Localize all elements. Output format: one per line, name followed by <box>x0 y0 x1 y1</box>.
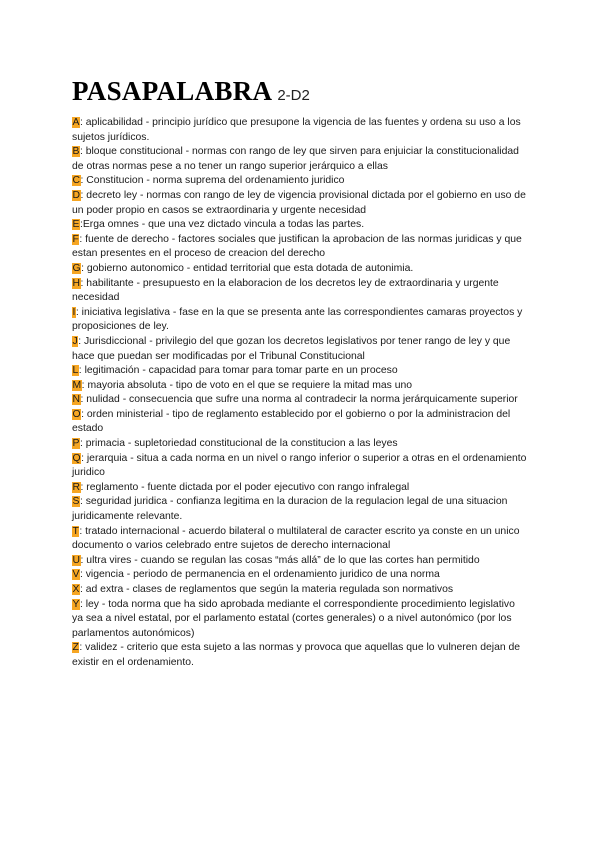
entry-separator: : <box>79 146 86 158</box>
glossary-entry <box>72 233 528 262</box>
entry-definition: Erga omnes - que una vez dictado vincula a todas las partes. <box>82 219 365 231</box>
glossary-entry <box>72 145 528 174</box>
entry-separator: : <box>79 117 86 128</box>
glossary-entry <box>72 364 528 379</box>
letter-highlight: U <box>72 554 81 566</box>
entry-separator: : <box>80 481 87 493</box>
entry-definition: ley - toda norma que ha sido aprobada mediante el correspondiente procedimiento legislativo ya sea a nivel estatal, por el parlamento estatal (cortes generales) o a nivel autonómico (por los parlamentos autonómicos) <box>72 598 515 639</box>
glossary-entry <box>72 452 528 481</box>
entry-separator: : <box>78 335 84 347</box>
entry-definition: decreto ley - normas con rango de ley de vigencia provisional dictada por el gobierno en uso de un poder propio en casos se extraordinaria y urgente necesidad <box>72 189 526 216</box>
entry-definition: seguridad juridica - confianza legitima en la duracion de la regulacion legal de una situacion juridicamente relevante. <box>72 496 508 523</box>
entry-definition: mayoria absoluta - tipo de voto en el que se requiere la mitad mas uno <box>87 379 413 391</box>
glossary-entry <box>72 379 528 394</box>
glossary-entry <box>72 495 528 524</box>
letter-highlight: T <box>72 525 79 537</box>
document-title: PASAPALABRA <box>72 76 273 106</box>
glossary-entry <box>72 598 528 642</box>
entry-separator: : <box>81 452 87 464</box>
entry-definition: fuente de derecho - factores sociales que justifican la aprobacion de las normas juridicas y que estan presentes en el proceso de creacion del derecho <box>72 233 522 260</box>
letter-highlight: I <box>72 306 76 318</box>
letter-highlight: L <box>72 365 79 377</box>
letter-highlight: E <box>72 219 80 231</box>
entry-definition: vigencia - periodo de permanencia en el ordenamiento juridico de una norma <box>85 569 440 581</box>
entry-separator: : <box>81 262 87 274</box>
glossary-entry <box>72 525 528 554</box>
letter-highlight: A <box>72 117 80 128</box>
glossary-entry <box>72 262 528 277</box>
entry-separator: : <box>78 365 85 377</box>
entry-definition: legitimación - capacidad para tomar para tomar parte en un proceso <box>84 365 398 377</box>
glossary-entry <box>72 568 528 583</box>
entry-definition: habilitante - presupuesto en la elaboracion de los decretos ley de extraordinaria y urgente necesidad <box>72 277 499 304</box>
entry-definition: primacia - supletoriedad constitucional de la constitucion a las leyes <box>85 438 398 450</box>
letter-highlight: R <box>72 481 81 493</box>
entry-definition: nulidad - consecuencia que sufre una norma al contradecir la norma jerárquicamente superior <box>86 394 518 406</box>
entry-definition: jerarquia - situa a cada norma en un nivel o rango inferior o superior a otras en el ordenamiento juridico <box>72 452 527 479</box>
letter-highlight: G <box>72 262 81 274</box>
document-body <box>72 74 528 671</box>
letter-highlight: V <box>72 569 80 581</box>
entry-definition: tratado internacional - acuerdo bilateral o multilateral de caracter escrito ya conste en un unico documento o varios celebrado entre sujetos de derecho internacional <box>72 525 520 552</box>
entry-separator: : <box>80 189 87 201</box>
letter-highlight: O <box>72 408 81 420</box>
glossary-entry <box>72 335 528 364</box>
entry-separator: : <box>79 496 86 508</box>
entry-separator: : <box>80 554 87 566</box>
glossary-entry <box>72 116 528 145</box>
entry-definition: Constitucion - norma suprema del ordenamiento juridico <box>86 175 345 187</box>
entry-separator: : <box>79 584 86 595</box>
letter-highlight: Q <box>72 452 81 464</box>
glossary-entry <box>72 641 528 670</box>
entry-definition: Jurisdiccional - privilegio del que gozan los decretos legislativos por tener rango de ley y que hace que puedan ser modificadas por el Tribunal Constitucional <box>72 335 511 362</box>
entry-definition: aplicabilidad - principio jurídico que presupone la vigencia de las fuentes y ordena su uso a los sujetos jurídicos. <box>72 117 521 143</box>
letter-highlight: J <box>72 335 78 347</box>
entry-separator: : <box>79 642 86 654</box>
entry-separator: : <box>75 306 82 318</box>
entry-separator: : <box>81 408 87 420</box>
letter-highlight: Y <box>72 598 80 610</box>
glossary-list <box>72 116 528 671</box>
glossary-entry <box>72 437 528 452</box>
entry-definition: gobierno autonomico - entidad territorial que esta dotada de autonimia. <box>86 262 414 274</box>
document-heading <box>72 74 528 111</box>
letter-highlight: B <box>72 146 80 158</box>
glossary-entry <box>72 189 528 218</box>
glossary-entry <box>72 554 528 569</box>
glossary-entry <box>72 481 528 496</box>
entry-definition: orden ministerial - tipo de reglamento establecido por el gobierno o por la administracion del estado <box>72 408 511 435</box>
glossary-entry <box>72 218 528 233</box>
glossary-entry <box>72 393 528 408</box>
glossary-entry <box>72 174 528 189</box>
entry-definition: iniciativa legislativa - fase en la que se presenta ante las correspondientes camaras proyectos y proposiciones de ley. <box>72 306 523 333</box>
entry-definition: reglamento - fuente dictada por el poder ejecutivo con rango infralegal <box>86 481 410 493</box>
entry-separator: : <box>79 233 86 245</box>
glossary-entry <box>72 306 528 335</box>
letter-highlight: C <box>72 175 81 187</box>
glossary-entry <box>72 583 528 598</box>
letter-highlight: S <box>72 496 80 508</box>
entry-definition: ad extra - clases de reglamentos que según la materia regulada son normativos <box>85 584 454 595</box>
entry-separator: : <box>79 438 86 450</box>
letter-highlight: P <box>72 438 80 450</box>
glossary-entry <box>72 408 528 437</box>
letter-highlight: D <box>72 189 81 201</box>
entry-separator: : <box>79 525 86 537</box>
entry-definition: bloque constitucional - normas con rango de ley que sirven para enjuiciar la constitucionalidad de otras normas pese a no tener un rango superior jerárquico a ellas <box>72 146 519 172</box>
entry-definition: ultra vires - cuando se regulan las cosas “más allá” de lo que las cortes han permitido <box>86 554 480 566</box>
entry-definition: validez - criterio que esta sujeto a las normas y provoca que aquellas que lo vulneren dejan de existir en el ordenamiento. <box>72 642 521 668</box>
entry-separator: : <box>80 394 87 406</box>
document-subtitle: 2-D2 <box>277 87 310 104</box>
letter-highlight: H <box>72 277 81 289</box>
entry-separator: : <box>79 598 86 610</box>
glossary-entry <box>72 277 528 306</box>
entry-separator: : <box>80 175 87 187</box>
letter-highlight: F <box>72 233 79 245</box>
entry-separator: : <box>79 219 83 231</box>
entry-separator: : <box>80 277 87 289</box>
letter-highlight: Z <box>72 642 79 654</box>
letter-highlight: M <box>72 379 82 391</box>
letter-highlight: X <box>72 584 80 595</box>
letter-highlight: N <box>72 394 81 406</box>
entry-separator: : <box>79 569 86 581</box>
entry-separator: : <box>81 379 88 391</box>
